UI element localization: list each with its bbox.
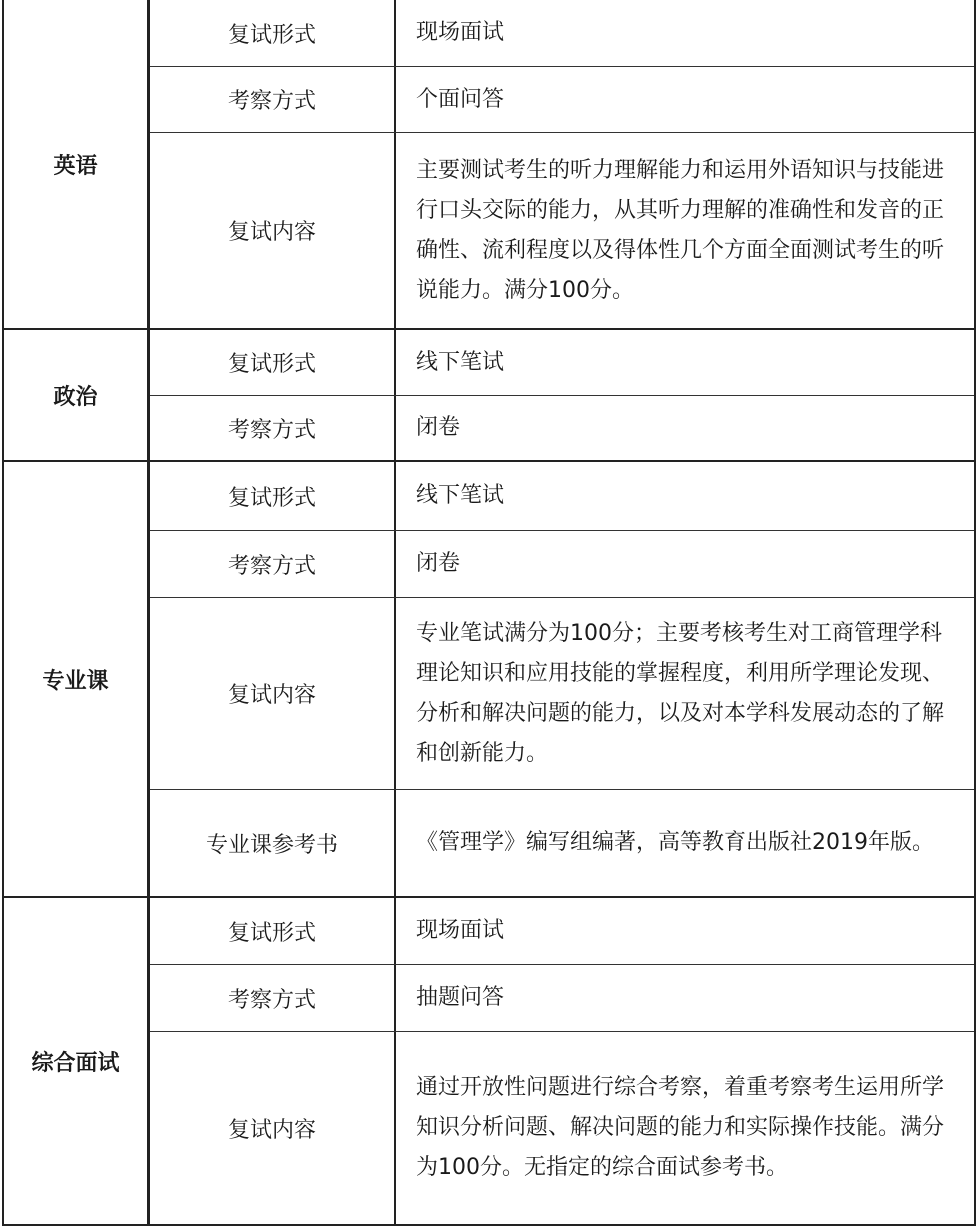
row-value: 专业笔试满分为100分；主要考核考生对工商管理学科理论知识和应用技能的掌握程度，利用所学理论发现、分析和解决问题的能力，以及对本学科发展动态的了解和创新能力。 xyxy=(416,620,945,766)
row-label: 复试形式 xyxy=(150,462,396,530)
row-label: 考察方式 xyxy=(150,965,396,1031)
row-label: 复试内容 xyxy=(150,598,396,789)
section-politics xyxy=(4,330,974,462)
table-row xyxy=(150,1032,974,1224)
table-row xyxy=(150,330,974,396)
row-label: 专业课参考书 xyxy=(150,790,396,896)
table-row xyxy=(150,965,974,1032)
row-label: 考察方式 xyxy=(150,531,396,597)
row-label: 复试形式 xyxy=(150,898,396,964)
row-label: 复试形式 xyxy=(150,330,396,395)
table-row xyxy=(150,462,974,531)
subject-cell: 政治 xyxy=(4,330,150,460)
table-row xyxy=(150,598,974,790)
table-row xyxy=(150,133,974,328)
table-row xyxy=(150,0,974,67)
row-value: 线下笔试 xyxy=(416,349,505,375)
row-label: 考察方式 xyxy=(150,396,396,460)
row-label: 复试内容 xyxy=(150,1032,396,1224)
row-label: 复试内容 xyxy=(150,133,396,328)
table-row xyxy=(150,67,974,133)
row-value: 抽题问答 xyxy=(416,985,505,1010)
subject-cell: 英语 xyxy=(4,0,150,328)
subject-cell: 专业课 xyxy=(4,462,150,896)
subject-cell: 综合面试 xyxy=(4,898,150,1224)
row-value: 个面问答 xyxy=(416,86,505,112)
interview-requirements-table xyxy=(2,0,976,1226)
table-row xyxy=(150,898,974,965)
row-value: 主要测试考生的听力理解能力和运用外语知识与技能进行口头交际的能力，从其听力理解的准确性和发音的正确性、流利程度以及得体性几个方面全面测试考生的听说能力。满分100分。 xyxy=(416,157,945,303)
section-comprehensive-interview xyxy=(4,898,974,1224)
row-value: 闭卷 xyxy=(416,415,461,440)
table-row xyxy=(150,790,974,896)
row-value: 通过开放性问题进行综合考察，着重考察考生运用所学知识分析问题、解决问题的能力和实际操作技能。满分为100分。无指定的综合面试参考书。 xyxy=(416,1075,945,1180)
row-value: 《管理学》编写组编著，高等教育出版社2019年版。 xyxy=(416,830,934,855)
row-label: 复试形式 xyxy=(150,0,396,66)
row-value: 现场面试 xyxy=(416,20,505,45)
row-label: 考察方式 xyxy=(150,67,396,132)
table-row xyxy=(150,531,974,598)
row-value: 闭卷 xyxy=(416,551,461,576)
section-major-course xyxy=(4,462,974,898)
row-value: 现场面试 xyxy=(416,918,505,943)
table-row xyxy=(150,396,974,460)
section-english xyxy=(4,0,974,330)
row-value: 线下笔试 xyxy=(416,483,505,508)
